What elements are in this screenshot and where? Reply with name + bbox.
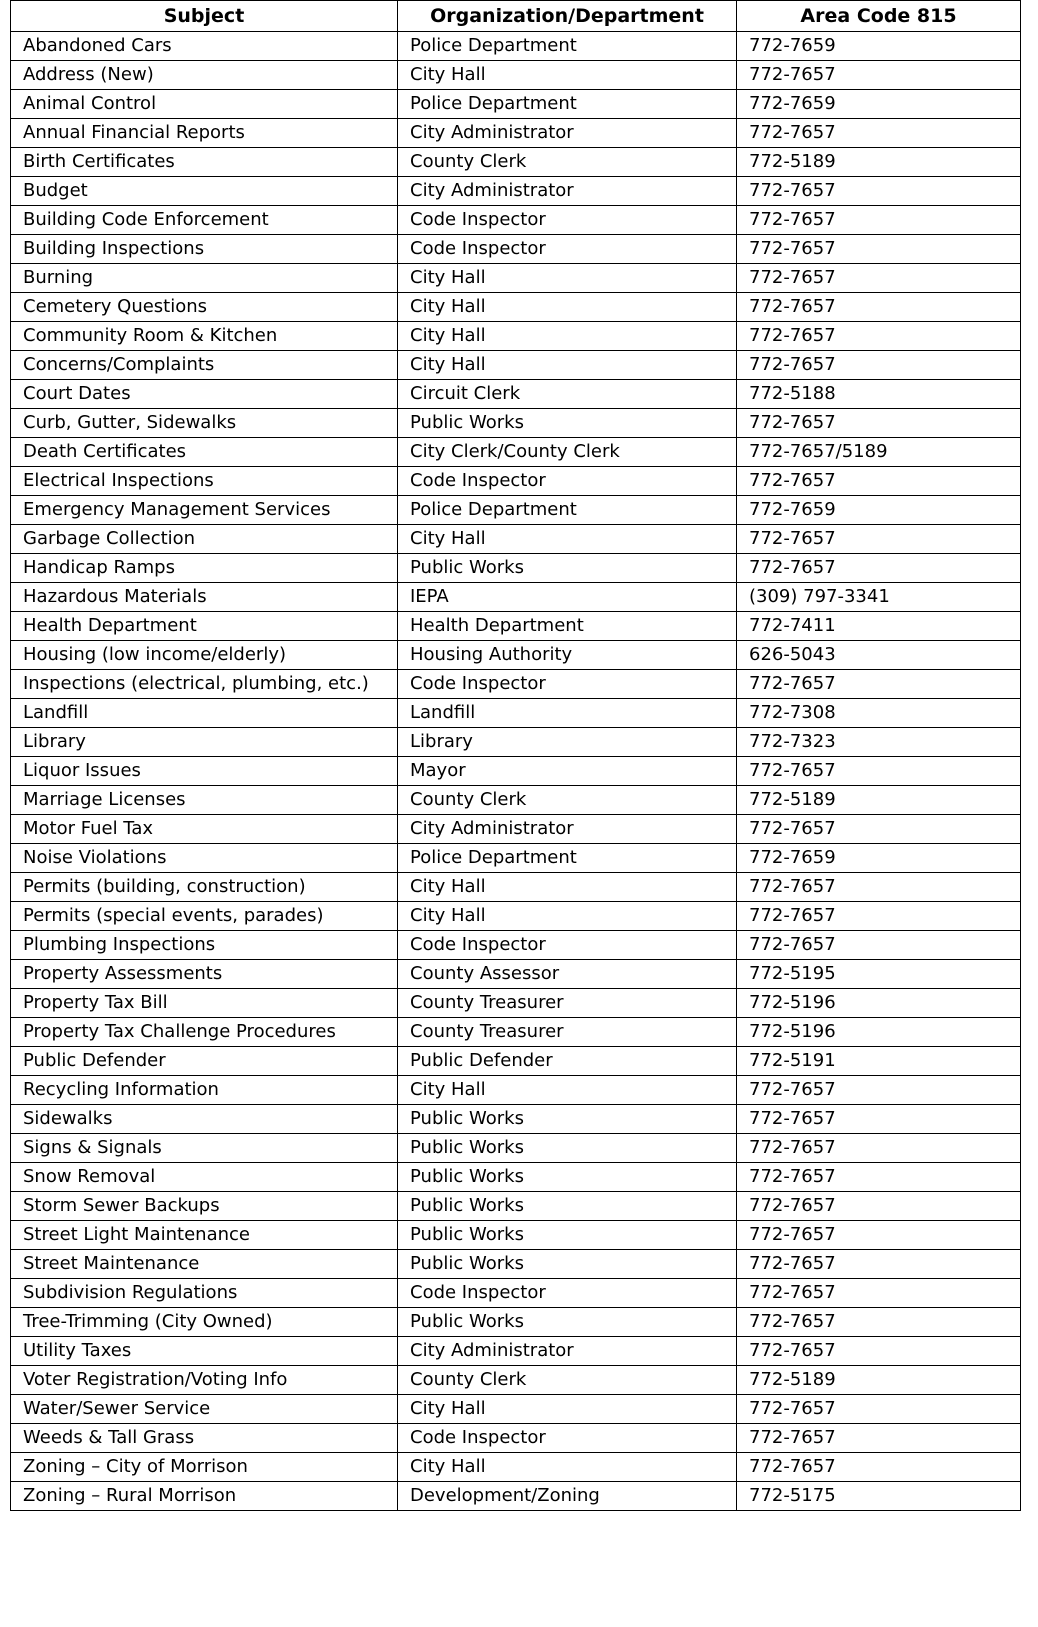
phone-cell: (309) 797-3341 [737, 583, 1021, 612]
phone-cell: 772-7657 [737, 206, 1021, 235]
contact-directory-table [10, 0, 1021, 1511]
phone-cell: 772-5189 [737, 786, 1021, 815]
phone-cell: 772-5195 [737, 960, 1021, 989]
organization-cell: Circuit Clerk [398, 380, 737, 409]
organization-cell: Health Department [398, 612, 737, 641]
subject-cell: Storm Sewer Backups [11, 1192, 398, 1221]
organization-cell: Public Works [398, 1134, 737, 1163]
organization-cell: Code Inspector [398, 235, 737, 264]
phone-cell: 772-7657 [737, 1453, 1021, 1482]
phone-cell: 772-7657 [737, 351, 1021, 380]
subject-cell: Permits (building, construction) [11, 873, 398, 902]
organization-cell: Public Works [398, 1192, 737, 1221]
table-row [11, 322, 1021, 351]
subject-cell: Voter Registration/Voting Info [11, 1366, 398, 1395]
subject-cell: Inspections (electrical, plumbing, etc.) [11, 670, 398, 699]
table-row [11, 1453, 1021, 1482]
phone-cell: 772-7657 [737, 322, 1021, 351]
header-row [11, 1, 1021, 32]
subject-cell: Budget [11, 177, 398, 206]
organization-cell: Code Inspector [398, 1279, 737, 1308]
table-row [11, 873, 1021, 902]
phone-cell: 772-7659 [737, 32, 1021, 61]
table-row [11, 844, 1021, 873]
organization-cell: City Administrator [398, 119, 737, 148]
phone-cell: 772-7657 [737, 902, 1021, 931]
organization-cell: County Clerk [398, 1366, 737, 1395]
table-row [11, 815, 1021, 844]
phone-cell: 772-7657 [737, 1337, 1021, 1366]
subject-cell: Permits (special events, parades) [11, 902, 398, 931]
organization-cell: Code Inspector [398, 1424, 737, 1453]
subject-cell: Landfill [11, 699, 398, 728]
phone-cell: 772-5196 [737, 1018, 1021, 1047]
table-row [11, 1337, 1021, 1366]
table-row [11, 438, 1021, 467]
subject-cell: Concerns/Complaints [11, 351, 398, 380]
phone-cell: 772-7657 [737, 61, 1021, 90]
subject-cell: Water/Sewer Service [11, 1395, 398, 1424]
phone-cell: 772-7657/5189 [737, 438, 1021, 467]
organization-cell: Police Department [398, 32, 737, 61]
subject-cell: Snow Removal [11, 1163, 398, 1192]
organization-cell: City Hall [398, 525, 737, 554]
table-row [11, 1047, 1021, 1076]
organization-cell: Public Works [398, 1221, 737, 1250]
header-organization-department: Organization/Department [398, 1, 737, 32]
organization-cell: Public Works [398, 1163, 737, 1192]
phone-cell: 772-7657 [737, 235, 1021, 264]
phone-cell: 772-7657 [737, 1221, 1021, 1250]
table-row [11, 1250, 1021, 1279]
phone-cell: 772-7657 [737, 873, 1021, 902]
table-row [11, 728, 1021, 757]
organization-cell: City Clerk/County Clerk [398, 438, 737, 467]
table-row [11, 583, 1021, 612]
subject-cell: Property Tax Challenge Procedures [11, 1018, 398, 1047]
subject-cell: Noise Violations [11, 844, 398, 873]
subject-cell: Handicap Ramps [11, 554, 398, 583]
phone-cell: 772-7659 [737, 90, 1021, 119]
table-row [11, 1105, 1021, 1134]
phone-cell: 772-5189 [737, 148, 1021, 177]
table-row [11, 1163, 1021, 1192]
subject-cell: Zoning – Rural Morrison [11, 1482, 398, 1511]
subject-cell: Health Department [11, 612, 398, 641]
phone-cell: 772-7657 [737, 409, 1021, 438]
organization-cell: City Hall [398, 902, 737, 931]
table-row [11, 989, 1021, 1018]
organization-cell: Code Inspector [398, 670, 737, 699]
organization-cell: County Assessor [398, 960, 737, 989]
organization-cell: City Administrator [398, 177, 737, 206]
table-row [11, 1279, 1021, 1308]
organization-cell: Code Inspector [398, 467, 737, 496]
phone-cell: 772-7657 [737, 293, 1021, 322]
organization-cell: County Treasurer [398, 989, 737, 1018]
subject-cell: Address (New) [11, 61, 398, 90]
phone-cell: 772-7657 [737, 757, 1021, 786]
table-row [11, 1192, 1021, 1221]
table-row [11, 757, 1021, 786]
subject-cell: Library [11, 728, 398, 757]
subject-cell: Birth Certificates [11, 148, 398, 177]
table-row [11, 902, 1021, 931]
subject-cell: Abandoned Cars [11, 32, 398, 61]
table-row [11, 409, 1021, 438]
organization-cell: City Hall [398, 1453, 737, 1482]
table-row [11, 351, 1021, 380]
subject-cell: Public Defender [11, 1047, 398, 1076]
table-row [11, 293, 1021, 322]
phone-cell: 772-7657 [737, 525, 1021, 554]
phone-cell: 772-7657 [737, 1279, 1021, 1308]
table-row [11, 467, 1021, 496]
phone-cell: 772-7657 [737, 1250, 1021, 1279]
organization-cell: Landfill [398, 699, 737, 728]
organization-cell: County Treasurer [398, 1018, 737, 1047]
subject-cell: Burning [11, 264, 398, 293]
subject-cell: Hazardous Materials [11, 583, 398, 612]
subject-cell: Zoning – City of Morrison [11, 1453, 398, 1482]
subject-cell: Recycling Information [11, 1076, 398, 1105]
phone-cell: 772-7657 [737, 1395, 1021, 1424]
table-row [11, 148, 1021, 177]
subject-cell: Curb, Gutter, Sidewalks [11, 409, 398, 438]
table-body [11, 32, 1021, 1511]
table-row [11, 90, 1021, 119]
organization-cell: Public Works [398, 1308, 737, 1337]
subject-cell: Marriage Licenses [11, 786, 398, 815]
subject-cell: Street Light Maintenance [11, 1221, 398, 1250]
table-row [11, 1395, 1021, 1424]
table-row [11, 206, 1021, 235]
subject-cell: Property Tax Bill [11, 989, 398, 1018]
phone-cell: 772-7657 [737, 1424, 1021, 1453]
subject-cell: Building Code Enforcement [11, 206, 398, 235]
organization-cell: City Hall [398, 1076, 737, 1105]
table-row [11, 264, 1021, 293]
table-row [11, 1221, 1021, 1250]
table-row [11, 525, 1021, 554]
organization-cell: Public Works [398, 554, 737, 583]
table-row [11, 786, 1021, 815]
subject-cell: Plumbing Inspections [11, 931, 398, 960]
table-row [11, 177, 1021, 206]
table-row [11, 1076, 1021, 1105]
table-row [11, 1308, 1021, 1337]
phone-cell: 772-5196 [737, 989, 1021, 1018]
phone-cell: 772-7657 [737, 467, 1021, 496]
phone-cell: 772-7657 [737, 264, 1021, 293]
organization-cell: City Hall [398, 1395, 737, 1424]
phone-cell: 772-7657 [737, 670, 1021, 699]
phone-cell: 772-7657 [737, 815, 1021, 844]
table-header [11, 1, 1021, 32]
subject-cell: Sidewalks [11, 1105, 398, 1134]
subject-cell: Housing (low income/elderly) [11, 641, 398, 670]
phone-cell: 772-7657 [737, 931, 1021, 960]
organization-cell: County Clerk [398, 148, 737, 177]
table-row [11, 670, 1021, 699]
subject-cell: Liquor Issues [11, 757, 398, 786]
table-row [11, 931, 1021, 960]
organization-cell: Development/Zoning [398, 1482, 737, 1511]
organization-cell: Public Works [398, 1105, 737, 1134]
phone-cell: 772-7657 [737, 1105, 1021, 1134]
subject-cell: Signs & Signals [11, 1134, 398, 1163]
subject-cell: Utility Taxes [11, 1337, 398, 1366]
subject-cell: Emergency Management Services [11, 496, 398, 525]
organization-cell: City Hall [398, 264, 737, 293]
subject-cell: Community Room & Kitchen [11, 322, 398, 351]
table-row [11, 641, 1021, 670]
table-row [11, 1366, 1021, 1395]
organization-cell: City Hall [398, 873, 737, 902]
phone-cell: 772-7657 [737, 177, 1021, 206]
organization-cell: Public Works [398, 409, 737, 438]
phone-cell: 772-5188 [737, 380, 1021, 409]
phone-cell: 772-7657 [737, 1192, 1021, 1221]
subject-cell: Building Inspections [11, 235, 398, 264]
organization-cell: City Administrator [398, 1337, 737, 1366]
organization-cell: Code Inspector [398, 206, 737, 235]
organization-cell: City Hall [398, 351, 737, 380]
table-row [11, 1482, 1021, 1511]
phone-cell: 772-7323 [737, 728, 1021, 757]
subject-cell: Property Assessments [11, 960, 398, 989]
organization-cell: Housing Authority [398, 641, 737, 670]
phone-cell: 772-7659 [737, 496, 1021, 525]
subject-cell: Weeds & Tall Grass [11, 1424, 398, 1453]
organization-cell: Library [398, 728, 737, 757]
table-row [11, 235, 1021, 264]
table-row [11, 1134, 1021, 1163]
table-row [11, 61, 1021, 90]
phone-cell: 772-7657 [737, 1076, 1021, 1105]
subject-cell: Street Maintenance [11, 1250, 398, 1279]
organization-cell: Code Inspector [398, 931, 737, 960]
table-row [11, 554, 1021, 583]
header-area-code: Area Code 815 [737, 1, 1021, 32]
organization-cell: City Administrator [398, 815, 737, 844]
phone-cell: 772-7659 [737, 844, 1021, 873]
organization-cell: Police Department [398, 90, 737, 119]
organization-cell: Public Works [398, 1250, 737, 1279]
subject-cell: Animal Control [11, 90, 398, 119]
subject-cell: Tree-Trimming (City Owned) [11, 1308, 398, 1337]
phone-cell: 626-5043 [737, 641, 1021, 670]
phone-cell: 772-7657 [737, 1163, 1021, 1192]
subject-cell: Garbage Collection [11, 525, 398, 554]
subject-cell: Court Dates [11, 380, 398, 409]
phone-cell: 772-5175 [737, 1482, 1021, 1511]
organization-cell: IEPA [398, 583, 737, 612]
organization-cell: Public Defender [398, 1047, 737, 1076]
organization-cell: County Clerk [398, 786, 737, 815]
organization-cell: City Hall [398, 322, 737, 351]
table-row [11, 380, 1021, 409]
phone-cell: 772-7657 [737, 1308, 1021, 1337]
organization-cell: Police Department [398, 496, 737, 525]
phone-cell: 772-5189 [737, 1366, 1021, 1395]
table-row [11, 1424, 1021, 1453]
subject-cell: Cemetery Questions [11, 293, 398, 322]
table-row [11, 496, 1021, 525]
phone-cell: 772-5191 [737, 1047, 1021, 1076]
organization-cell: City Hall [398, 293, 737, 322]
table-row [11, 32, 1021, 61]
subject-cell: Subdivision Regulations [11, 1279, 398, 1308]
organization-cell: Police Department [398, 844, 737, 873]
phone-cell: 772-7411 [737, 612, 1021, 641]
organization-cell: Mayor [398, 757, 737, 786]
table-row [11, 699, 1021, 728]
subject-cell: Annual Financial Reports [11, 119, 398, 148]
phone-cell: 772-7308 [737, 699, 1021, 728]
subject-cell: Motor Fuel Tax [11, 815, 398, 844]
phone-cell: 772-7657 [737, 1134, 1021, 1163]
subject-cell: Death Certificates [11, 438, 398, 467]
organization-cell: City Hall [398, 61, 737, 90]
phone-cell: 772-7657 [737, 119, 1021, 148]
table-row [11, 119, 1021, 148]
header-subject: Subject [11, 1, 398, 32]
table-row [11, 612, 1021, 641]
table-row [11, 1018, 1021, 1047]
table-row [11, 960, 1021, 989]
phone-cell: 772-7657 [737, 554, 1021, 583]
subject-cell: Electrical Inspections [11, 467, 398, 496]
